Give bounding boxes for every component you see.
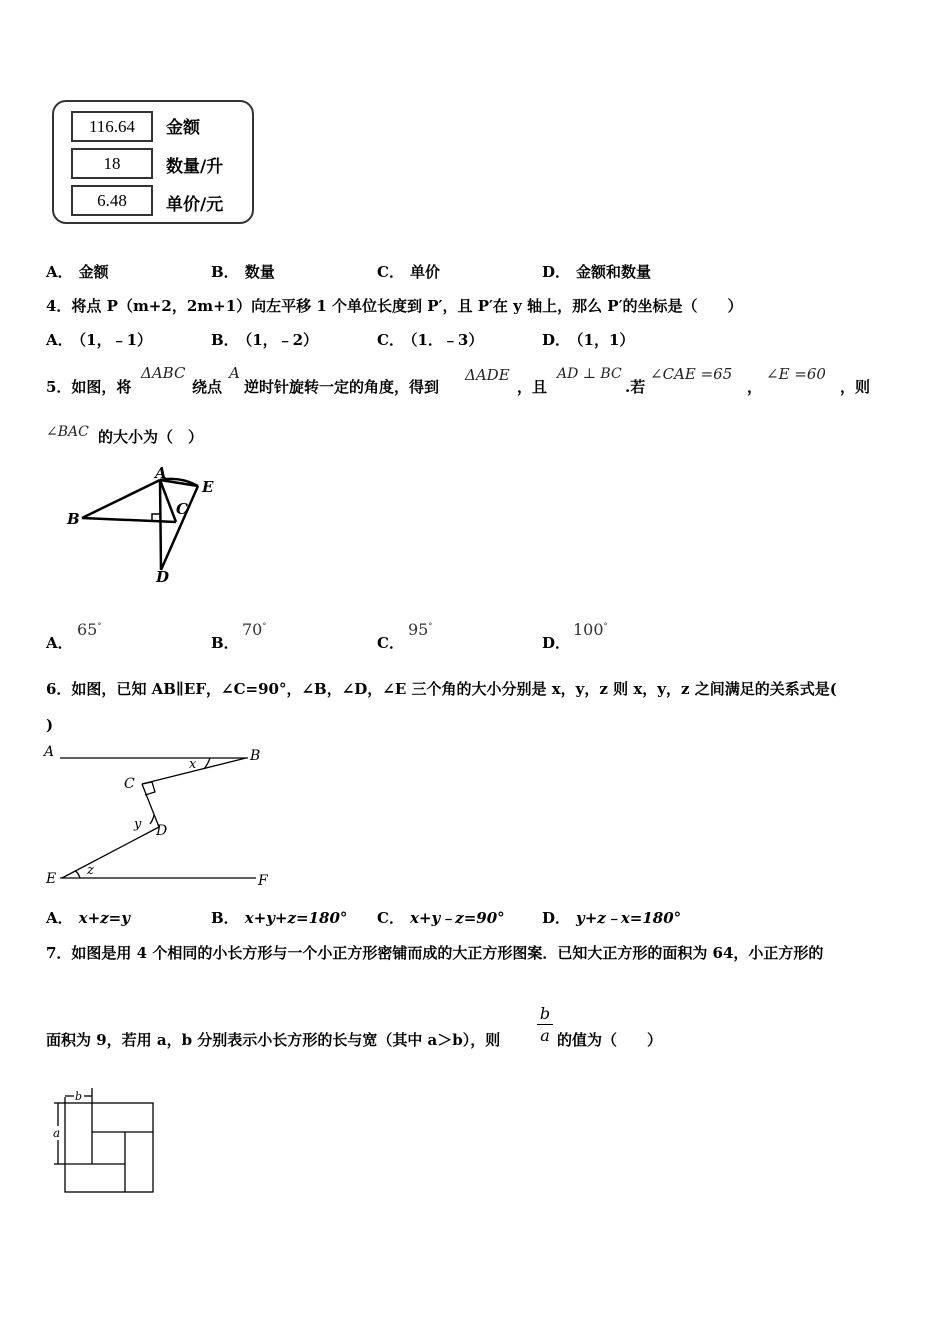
fuel-meter-figure [52,100,254,224]
meter-price-box: 6.48 [71,185,153,216]
q5-math-cae: ∠CAE =65 [650,365,733,383]
option-text: x+y+z=180° [244,909,348,927]
q6-option-d[interactable] [542,907,681,928]
option-text: （1，﹣1） [78,331,153,349]
option-letter: A． [46,331,73,349]
fig5-label-b: B [67,510,80,528]
meter-price-label: 单价/元 [166,195,224,215]
q6-option-c[interactable] [377,907,505,928]
q5-math-bac: ∠BAC [46,424,89,440]
q3-option-d[interactable] [542,261,651,282]
q7-stem-line1: 7．如图是用 4 个相同的小长方形与一个小正方形密铺而成的大正方形图案．已知大正方形的面积为 64，小正方形的 [46,944,824,962]
option-text: （1．﹣3） [409,331,484,349]
option-letter: D． [542,263,571,281]
fig7-label-a: a [53,1126,61,1140]
q5-text-mid: 逆时针旋转一定的角度，得到 [244,378,440,396]
q6-figure [40,740,280,892]
option-text: 单价 [409,263,440,281]
q5-math-perp: AD ⊥ BC [557,366,622,382]
fraction-bar [537,1024,553,1025]
option-letter: C． [377,331,404,349]
q5-option-b[interactable] [211,632,239,653]
fig5-label-c: C [176,500,188,518]
option-letter: C． [377,263,404,281]
q5-option-c-value [408,620,432,639]
fig6-label-e: E [46,871,57,887]
q4-option-d[interactable] [542,329,634,350]
option-letter: D． [542,331,571,349]
q5-option-d[interactable] [542,632,570,653]
option-text: y+z﹣x=180° [576,909,682,927]
q5-option-d-value [573,620,608,639]
q4-stem: 4．将点 P（m+2，2m+1）向左平移 1 个单位长度到 P′，且 P′在 y 轴上，那么 P′的坐标是（ ） [46,297,743,315]
q5-figure [40,462,230,587]
q6-option-b[interactable] [211,907,347,928]
q7-figure [40,1082,170,1200]
q6-stem-close: ) [46,716,54,734]
option-value: 95 [408,620,429,639]
q5-text-comma: ， [747,378,763,396]
q5-option-c[interactable] [377,632,404,653]
q5-option-b-value [242,620,266,639]
fraction-numerator: b [539,1004,551,1023]
degree-mark: ° [603,621,608,631]
option-letter: A． [46,634,73,652]
option-letter: A． [46,263,73,281]
q5-option-a-value [77,620,101,639]
q6-option-a[interactable] [46,907,130,928]
option-text: 数量 [244,263,275,281]
fig7-label-b: b [75,1090,83,1103]
option-text: 金额和数量 [576,263,652,281]
q4-option-c[interactable] [377,329,483,350]
option-value: 100 [573,620,604,639]
q7-stem-tail: 的值为（ ） [557,1031,663,1049]
q5-math-abc: ΔABC [141,364,186,382]
q5-math-ade: ΔADE [465,366,510,384]
degree-mark: ° [97,621,102,631]
q7-fraction [537,1004,553,1045]
q5-text-and: ，且 [517,378,548,396]
option-letter: C． [377,634,404,652]
option-text: （1，﹣2） [244,331,319,349]
option-letter: B． [211,263,239,281]
option-letter: B． [211,634,239,652]
fig6-label-x: x [189,757,197,772]
option-letter: B． [211,909,239,927]
fig6-label-f: F [258,873,268,889]
option-text: x+z=y [78,909,130,927]
fig6-label-a: A [44,744,55,760]
q4-option-b[interactable] [211,329,318,350]
option-letter: C． [377,909,404,927]
q3-option-b[interactable] [211,261,275,282]
fraction-denominator: a [540,1026,550,1045]
meter-quantity-label: 数量/升 [166,157,224,177]
meter-amount-label: 金额 [166,118,200,138]
meter-amount-box: 116.64 [71,111,153,142]
q3-option-c[interactable] [377,261,440,282]
q5-text-tail: 的大小为（ ） [98,428,204,446]
q5-text-if: .若 [625,378,646,396]
q3-option-a[interactable] [46,261,109,282]
q5-num: 5．如图，将 [46,378,132,396]
option-value: 70 [242,620,263,639]
option-text: 金额 [78,263,109,281]
meter-quantity-box: 18 [71,148,153,179]
fig5-label-d: D [156,568,170,586]
option-letter: B． [211,331,239,349]
option-letter: A． [46,909,73,927]
q5-math-a: A [229,364,240,382]
degree-mark: ° [428,621,433,631]
q4-option-a[interactable] [46,329,152,350]
option-value: 65 [77,620,98,639]
q5-text-rotate: 绕点 [192,378,223,396]
q5-math-e: ∠E =60 [766,365,826,383]
option-letter: D． [542,909,571,927]
q7-stem-line2: 面积为 9，若用 a，b 分别表示小长方形的长与宽（其中 a＞b），则 [46,1031,501,1049]
fig6-label-c: C [124,776,135,792]
fig6-label-z: z [87,863,94,878]
fig6-label-b: B [250,748,261,764]
q6-stem: 6．如图，已知 AB∥EF，∠C=90°，∠B，∠D，∠E 三个角的大小分别是 x，y，z 则 x，y，z 之间满足的关系式是( [46,680,837,698]
q5-text-then: ，则 [840,378,871,396]
fig5-label-e: E [202,478,214,496]
fig6-label-d: D [156,823,168,839]
fig6-label-y: y [134,817,142,832]
fig5-label-a: A [155,464,167,482]
q5-option-a[interactable] [46,632,73,653]
option-text: x+y﹣z=90° [409,909,505,927]
degree-mark: ° [262,621,267,631]
option-letter: D． [542,634,571,652]
option-text: （1，1） [576,331,635,349]
